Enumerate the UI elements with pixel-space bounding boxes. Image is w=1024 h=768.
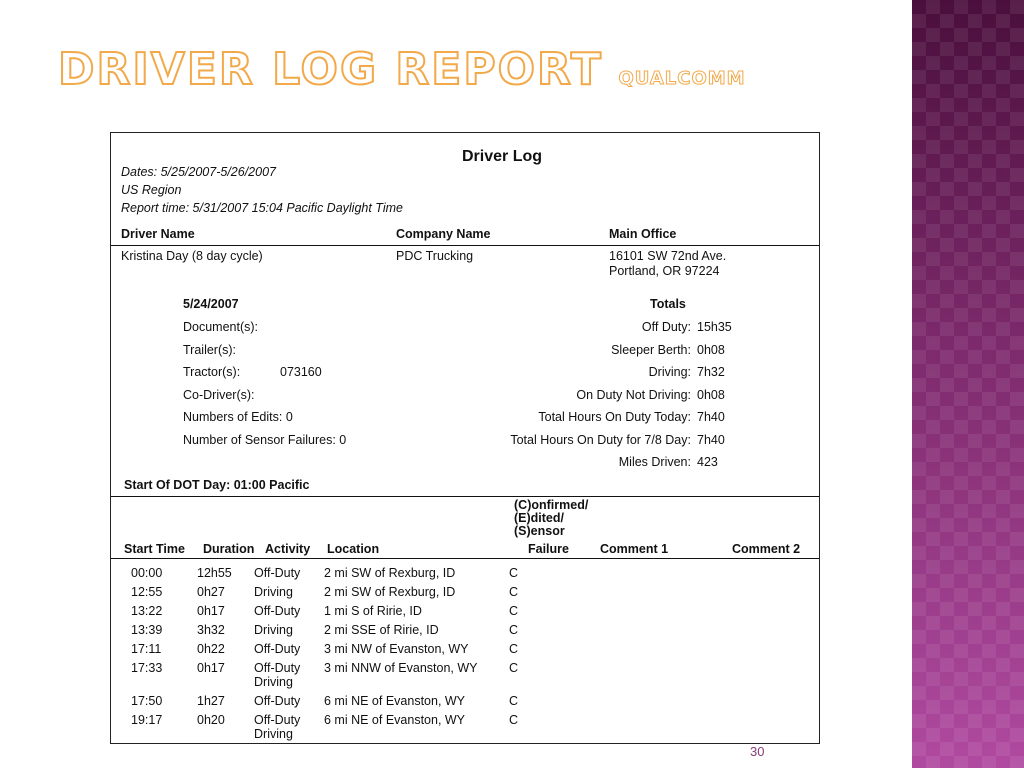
office-address-line2: Portland, OR 97224 xyxy=(609,264,720,278)
status: C xyxy=(509,713,519,727)
col-header-comment1: Comment 1 xyxy=(600,542,669,556)
col-header-location: Location xyxy=(327,542,380,556)
total-label: Miles Driven: xyxy=(618,455,691,469)
activity-line: Driving xyxy=(254,623,293,637)
status: C xyxy=(509,642,519,656)
activity xyxy=(254,599,321,618)
divider xyxy=(111,558,819,559)
activity xyxy=(254,656,321,689)
status-header-line: (C)onfirmed/ xyxy=(514,498,589,512)
location: 2 mi SW of Rexburg, ID xyxy=(324,585,456,599)
status-column-header xyxy=(514,499,588,538)
decorative-side-panel xyxy=(912,0,1024,768)
activity xyxy=(254,618,321,637)
start-time: 17:33 xyxy=(131,661,163,675)
status: C xyxy=(509,604,519,618)
duration: 0h17 xyxy=(197,604,225,618)
table-row xyxy=(119,618,569,637)
status-header-line: (S)ensor xyxy=(514,524,565,538)
location: 6 mi NE of Evanston, WY xyxy=(324,694,466,708)
activity-line: Off-Duty xyxy=(254,642,301,656)
header-company-name: Company Name xyxy=(396,227,491,241)
total-label: Driving: xyxy=(648,365,691,379)
total-value: 15h35 xyxy=(697,320,732,334)
location: 3 mi NNW of Evanston, WY xyxy=(324,661,478,675)
activity-line: Driving xyxy=(254,675,293,689)
start-time: 12:55 xyxy=(131,585,163,599)
activity-line: Off-Duty xyxy=(254,713,301,727)
status: C xyxy=(509,566,519,580)
duration: 0h17 xyxy=(197,661,225,675)
total-label: Off Duty: xyxy=(641,320,691,334)
office-address-line1: 16101 SW 72nd Ave. xyxy=(609,249,727,263)
documents-label: Document(s): xyxy=(183,320,259,334)
header-driver-name: Driver Name xyxy=(121,227,195,241)
dot-day-start: Start Of DOT Day: 01:00 Pacific xyxy=(124,478,310,492)
activity-line: Off-Duty xyxy=(254,566,301,580)
duration: 3h32 xyxy=(197,623,225,637)
location: 2 mi SW of Rexburg, ID xyxy=(324,566,456,580)
total-value: 423 xyxy=(697,455,718,469)
activity-line: Off-Duty xyxy=(254,661,301,675)
header-main-office: Main Office xyxy=(609,227,677,241)
slide-title-brand: QUALCOMM xyxy=(618,68,746,89)
total-value: 0h08 xyxy=(697,343,725,357)
table-row xyxy=(119,708,569,741)
status: C xyxy=(509,661,519,675)
codrivers-label: Co-Driver(s): xyxy=(183,388,255,402)
edits-count: Numbers of Edits: 0 xyxy=(183,410,293,424)
activity xyxy=(254,637,321,656)
duration: 0h22 xyxy=(197,642,225,656)
start-time: 13:39 xyxy=(131,623,163,637)
total-label: Total Hours On Duty for 7/8 Day: xyxy=(510,433,691,447)
status: C xyxy=(509,585,519,599)
report-region: US Region xyxy=(121,183,182,197)
report-dates: Dates: 5/25/2007-5/26/2007 xyxy=(121,165,276,179)
report-time: Report time: 5/31/2007 15:04 Pacific Daylight Time xyxy=(121,201,403,215)
table-row xyxy=(119,637,569,656)
start-time: 13:22 xyxy=(131,604,163,618)
activity-line: Driving xyxy=(254,727,293,741)
total-label: Total Hours On Duty Today: xyxy=(538,410,691,424)
activity xyxy=(254,689,321,708)
location: 3 mi NW of Evanston, WY xyxy=(324,642,469,656)
totals-heading: Totals xyxy=(650,297,686,311)
col-header-failure: Failure xyxy=(528,542,569,556)
start-time: 00:00 xyxy=(131,566,163,580)
status-header-line: (E)dited/ xyxy=(514,511,564,525)
activity xyxy=(254,561,321,580)
slide-title-main: DRIVER LOG REPORT xyxy=(58,44,603,95)
duration: 0h20 xyxy=(197,713,225,727)
table-row xyxy=(119,689,569,708)
company-name: PDC Trucking xyxy=(396,249,474,263)
total-value: 0h08 xyxy=(697,388,725,402)
total-value: 7h40 xyxy=(697,433,725,447)
location: 2 mi SSE of Ririe, ID xyxy=(324,623,439,637)
slide-page-number: 30 xyxy=(750,744,765,759)
start-time: 19:17 xyxy=(131,713,163,727)
col-header-duration: Duration xyxy=(203,542,255,556)
start-time: 17:11 xyxy=(131,642,162,656)
col-header-start-time: Start Time xyxy=(124,542,185,556)
duration: 1h27 xyxy=(197,694,225,708)
tractor-number: 073160 xyxy=(280,365,322,379)
report-title: Driver Log xyxy=(462,148,543,165)
col-header-comment2: Comment 2 xyxy=(732,542,801,556)
activity-line: Off-Duty xyxy=(254,604,301,618)
status: C xyxy=(509,623,519,637)
activity xyxy=(254,708,321,741)
table-row xyxy=(119,656,569,689)
divider xyxy=(111,496,819,497)
total-label: On Duty Not Driving: xyxy=(576,388,691,402)
log-date: 5/24/2007 xyxy=(183,297,239,311)
col-header-activity: Activity xyxy=(265,542,311,556)
divider xyxy=(111,245,819,246)
sensor-failures-count: Number of Sensor Failures: 0 xyxy=(183,433,347,447)
table-row xyxy=(119,561,569,580)
total-value: 7h40 xyxy=(697,410,725,424)
driver-name: Kristina Day (8 day cycle) xyxy=(121,249,263,263)
status: C xyxy=(509,694,519,708)
log-table xyxy=(119,561,569,741)
start-time: 17:50 xyxy=(131,694,163,708)
driver-log-report xyxy=(110,132,820,744)
tractors-label: Tractor(s): xyxy=(183,365,241,379)
duration: 0h27 xyxy=(197,585,225,599)
duration: 12h55 xyxy=(197,566,232,580)
activity-line: Off-Duty xyxy=(254,694,301,708)
trailers-label: Trailer(s): xyxy=(183,343,237,357)
total-value: 7h32 xyxy=(697,365,725,379)
location: 6 mi NE of Evanston, WY xyxy=(324,713,466,727)
location: 1 mi S of Ririe, ID xyxy=(324,604,422,618)
total-label: Sleeper Berth: xyxy=(611,343,691,357)
activity xyxy=(254,580,321,599)
activity-line: Driving xyxy=(254,585,293,599)
table-row xyxy=(119,599,569,618)
slide-title xyxy=(58,44,746,95)
table-row xyxy=(119,580,569,599)
